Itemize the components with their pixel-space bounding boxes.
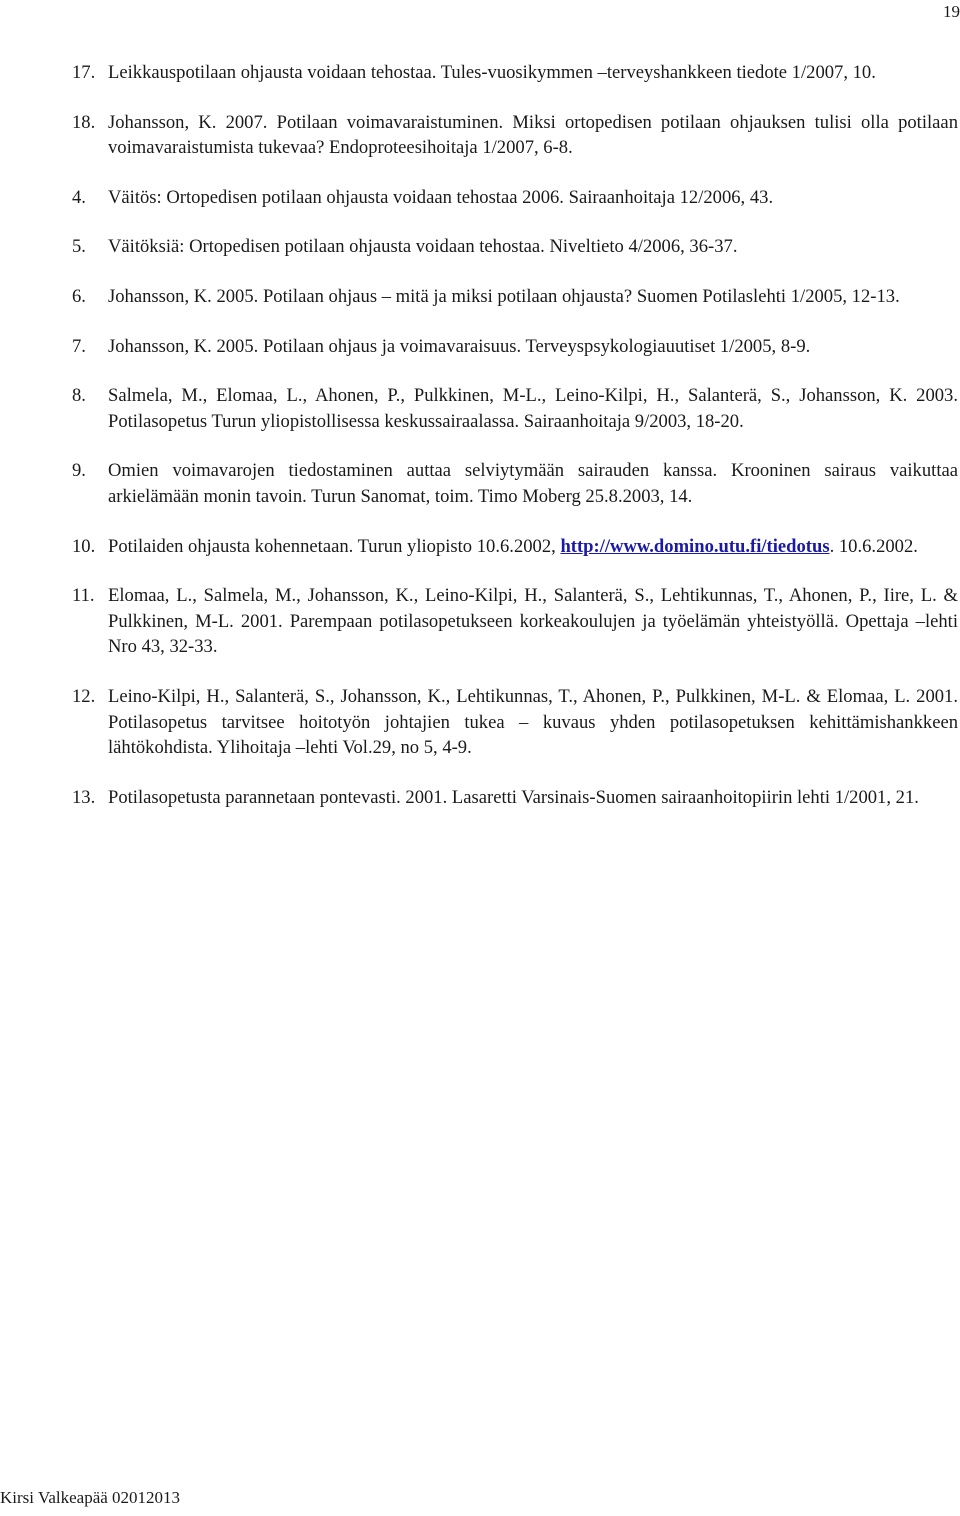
reference-item bbox=[72, 785, 958, 811]
page-footer: Kirsi Valkeapää 02012013 bbox=[0, 1488, 181, 1507]
reference-number: 10. bbox=[72, 535, 96, 557]
reference-text: Johansson, K. 2007. Potilaan voimavaraistuminen. Miksi ortopedisen potilaan ohjauksen tulisi olla potilaan voimavaraistumista tukevaa? Endoproteesihoitaja 1/2007, 6-8. bbox=[108, 111, 958, 159]
reference-number: 13. bbox=[72, 786, 96, 808]
reference-number: 17. bbox=[72, 62, 96, 83]
reference-text: Omien voimavarojen tiedostaminen auttaa selviytymään sairauden kanssa. Krooninen sairaus vaikuttaa arkielämään monin tavoin. Turun Sanomat, toim. Timo Moberg 25.8.2003, 14. bbox=[108, 460, 958, 507]
reference-text: Johansson, K. 2005. Potilaan ohjaus – mitä ja miksi potilaan ohjausta? Suomen Potilaslehti 1/2005, 12-13. bbox=[108, 285, 900, 307]
reference-text: Leino-Kilpi, H., Salanterä, S., Johansson, K., Lehtikunnas, T., Ahonen, P., Pulkkinen, M-L. & Elomaa, L. 2001. Potilasopetus tarvitsee hoitotyön johtajien tukea – kuvaus yhden potilasopetuksen kehittämishankkeen lähtökohdista. Ylihoitaja –lehti Vol.29, no 5, 4-9. bbox=[108, 685, 958, 759]
reference-number: 18. bbox=[72, 111, 96, 133]
reference-text: Elomaa, L., Salmela, M., Johansson, K., Leino-Kilpi, H., Salanterä, S., Lehtikunnas, T., Ahonen, P., Iire, L. & Pulkkinen, M-L. 2001. Parempaan potilasopetukseen korkeakoulujen ja työelämän yhteistyöllä. Opettaja –lehti Nro 43, 32-33. bbox=[108, 585, 958, 658]
reference-link[interactable]: http://www.domino.utu.fi/tiedotus bbox=[560, 535, 830, 557]
reference-number: 8. bbox=[72, 385, 86, 407]
reference-text: Potilaiden ohjausta kohennetaan. Turun yliopisto 10.6.2002, bbox=[108, 535, 556, 557]
reference-item bbox=[72, 110, 958, 161]
reference-text: Salmela, M., Elomaa, L., Ahonen, P., Pulkkinen, M-L., Leino-Kilpi, H., Salanterä, S., Johansson, K. 2003. Potilasopetus Turun yliopistollisessa keskussairaalassa. Sairaanhoitaja 9/2003, 18-20. bbox=[108, 385, 958, 432]
page-number: 19 bbox=[943, 2, 960, 21]
reference-item bbox=[72, 684, 958, 761]
reference-text: Väitöksiä: Ortopedisen potilaan ohjausta voidaan tehostaa. Niveltieto 4/2006, 36-37. bbox=[108, 236, 738, 258]
reference-number: 9. bbox=[72, 460, 86, 482]
reference-item bbox=[72, 383, 958, 434]
reference-item bbox=[72, 334, 958, 360]
reference-item bbox=[72, 185, 958, 211]
reference-number: 5. bbox=[72, 236, 86, 258]
reference-number: 7. bbox=[72, 335, 86, 357]
reference-item bbox=[72, 284, 958, 310]
reference-item bbox=[72, 60, 958, 86]
reference-number: 12. bbox=[72, 685, 96, 707]
reference-text-tail: . 10.6.2002. bbox=[829, 535, 918, 557]
reference-item bbox=[72, 234, 958, 260]
reference-number: 6. bbox=[72, 285, 86, 307]
reference-text: Potilasopetusta parannetaan pontevasti. 2001. Lasaretti Varsinais-Suomen sairaanhoitopiirin lehti 1/2001, 21. bbox=[108, 786, 919, 808]
reference-item bbox=[72, 458, 958, 509]
reference-text-with-link bbox=[108, 534, 958, 560]
reference-text: Leikkauspotilaan ohjausta voidaan tehostaa. Tules-vuosikymmen –terveyshankkeen tiedote 1/2007, 10. bbox=[108, 62, 876, 83]
reference-item bbox=[72, 583, 958, 660]
reference-item bbox=[72, 534, 958, 560]
reference-text: Väitös: Ortopedisen potilaan ohjausta voidaan tehostaa 2006. Sairaanhoitaja 12/2006, 43. bbox=[108, 186, 774, 208]
reference-number: 4. bbox=[72, 186, 86, 208]
reference-text: Johansson, K. 2005. Potilaan ohjaus ja voimavaraisuus. Terveyspsykologiauutiset 1/2005, 8-9. bbox=[108, 335, 811, 357]
reference-number: 11. bbox=[72, 585, 95, 607]
reference-list bbox=[72, 60, 958, 834]
